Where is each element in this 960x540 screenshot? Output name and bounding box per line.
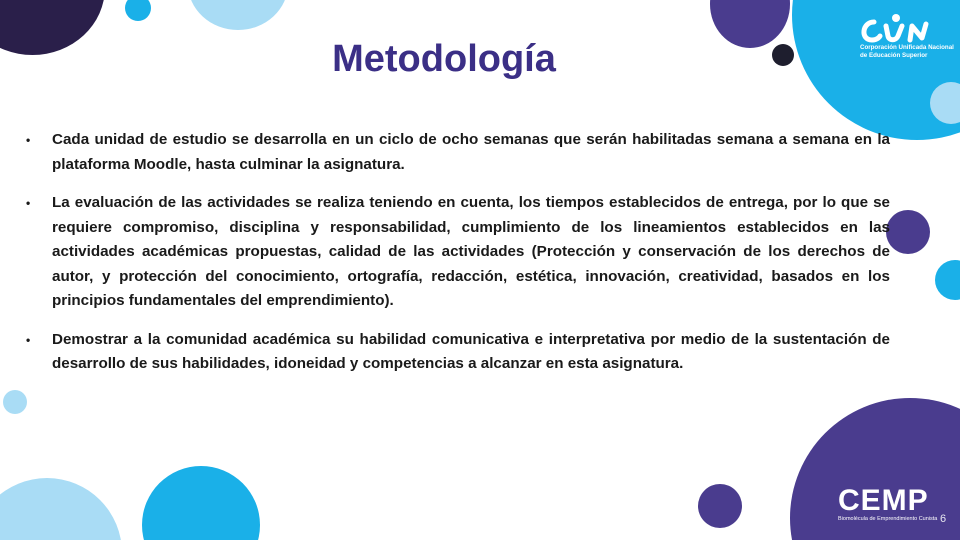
bullet-text: La evaluación de las actividades se realiza teniendo en cuenta, los tiempos establecidos de entrega, por lo que se requiere compromiso, disciplina y responsabilidad, cumplimiento de los lineamientos establecidos en las actividades académicas propuestas, calidad de las actividades (Protección y conservación de los derechos de autor, y protección del conocimiento, ortografía, redacción, estética, innovación, creatividad, basados en los principios fundamentales del emprendimiento). xyxy=(52,194,890,309)
bullet-list xyxy=(24,128,890,391)
bubble-decoration xyxy=(188,0,288,30)
cemp-logo-tagline: Biomolécula de Emprendimiento Cunista xyxy=(838,516,938,522)
cemp-logo: CEMP xyxy=(838,484,929,517)
bubble-decoration xyxy=(935,260,960,300)
bubble-decoration xyxy=(142,466,260,540)
page-number: 6 xyxy=(940,513,947,525)
bullet-text: Demostrar a la comunidad académica su habilidad comunicativa e interpretativa por medio de la sustentación de desarrollo de sus habilidades, idoneidad y competencias a alcanzar en esta asignatura. xyxy=(52,330,890,372)
bullet-item xyxy=(24,328,890,377)
bubble-decoration xyxy=(886,210,930,254)
bullet-icon: • xyxy=(26,332,31,347)
bullet-text: Cada unidad de estudio se desarrolla en un ciclo de ocho semanas que serán habilitadas semana a semana en la plataforma Moodle, hasta culminar la asignatura. xyxy=(52,131,890,173)
cun-logo-line2: de Educación Superior xyxy=(860,51,928,59)
page-title: Metodología xyxy=(332,38,556,80)
bubble-decoration xyxy=(3,390,27,414)
cun-logo-line1: Corporación Unificada Nacional xyxy=(860,44,954,51)
bubble-decoration xyxy=(125,0,151,21)
bullet-icon: • xyxy=(26,133,31,147)
bubble-decoration xyxy=(698,484,742,528)
bullet-item xyxy=(24,191,890,314)
bullet-item xyxy=(24,128,890,177)
bubble-decoration xyxy=(0,478,122,540)
bullet-icon: • xyxy=(26,196,31,210)
